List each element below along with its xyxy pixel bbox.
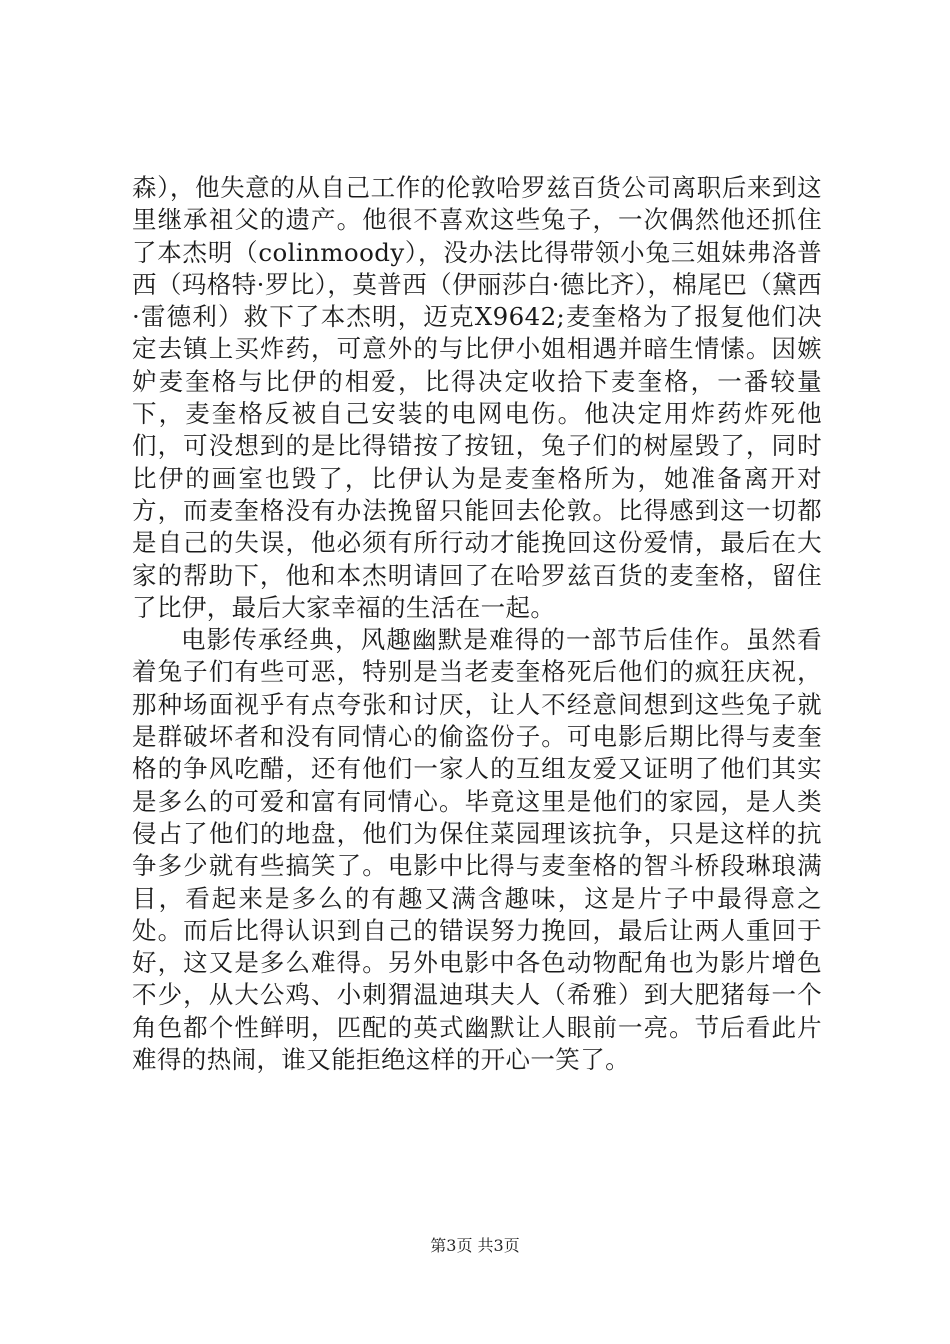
paragraph-continued: 森），他失意的从自己工作的伦敦哈罗兹百货公司离职后来到这里继承祖父的遗产。他很不喜欢这些兔子，一次偶然他还抓住了本杰明（colinmoody），没办法比得带领小兔三姐妹弗洛普西（玛格特·罗比），莫普西（伊丽莎白·德比齐），棉尾巴（黛西·雷德利）救下了本杰明，迈克X9642;麦奎格为了报复他们决定去镇上买炸药，可意外的与比伊小姐相遇并暗生情愫。因嫉妒麦奎格与比伊的相爱，比得决定收拾下麦奎格，一番较量下，麦奎格反被自己安装的电网电伤。他决定用炸药炸死他们，可没想到的是比得错按了按钮，兔子们的树屋毁了，同时比伊的画室也毁了，比伊认为是麦奎格所为，她准备离开对方，而麦奎格没有办法挽留只能回去伦敦。比得感到这一切都是自己的失误，他必须有所行动才能挽回这份爱情，最后在大家的帮助下，他和本杰明请回了在哈罗兹百货的麦奎格，留住了比伊，最后大家幸福的生活在一起。: [132, 173, 822, 622]
page-number-footer: 第3页 共3页: [430, 1236, 520, 1255]
paragraph-review: 电影传承经典，风趣幽默是难得的一部节后佳作。虽然看着兔子们有些可恶，特别是当老麦奎格死后他们的疯狂庆祝，那种场面视乎有点夸张和讨厌，让人不经意间想到这些兔子就是群破坏者和没有同情心的偷盗份子。可电影后期比得与麦奎格的争风吃醋，还有他们一家人的互组友爱又证明了他们其实是多么的可爱和富有同情心。毕竟这里是他们的家园，是人类侵占了他们的地盘，他们为保住菜园理该抗争，只是这样的抗争多少就有些搞笑了。电影中比得与麦奎格的智斗桥段琳琅满目，看起来是多么的有趣又满含趣味，这是片子中最得意之处。而后比得认识到自己的错误努力挽回，最后让两人重回于好，这又是多么难得。另外电影中各色动物配角也为影片增色不少，从大公鸡、小刺猬温迪琪夫人（希雅）到大肥猪每一个角色都个性鲜明，匹配的英式幽默让人眼前一亮。节后看此片难得的热闹，谁又能拒绝这样的开心一笑了。: [132, 625, 822, 1075]
document-body: [132, 172, 822, 1076]
